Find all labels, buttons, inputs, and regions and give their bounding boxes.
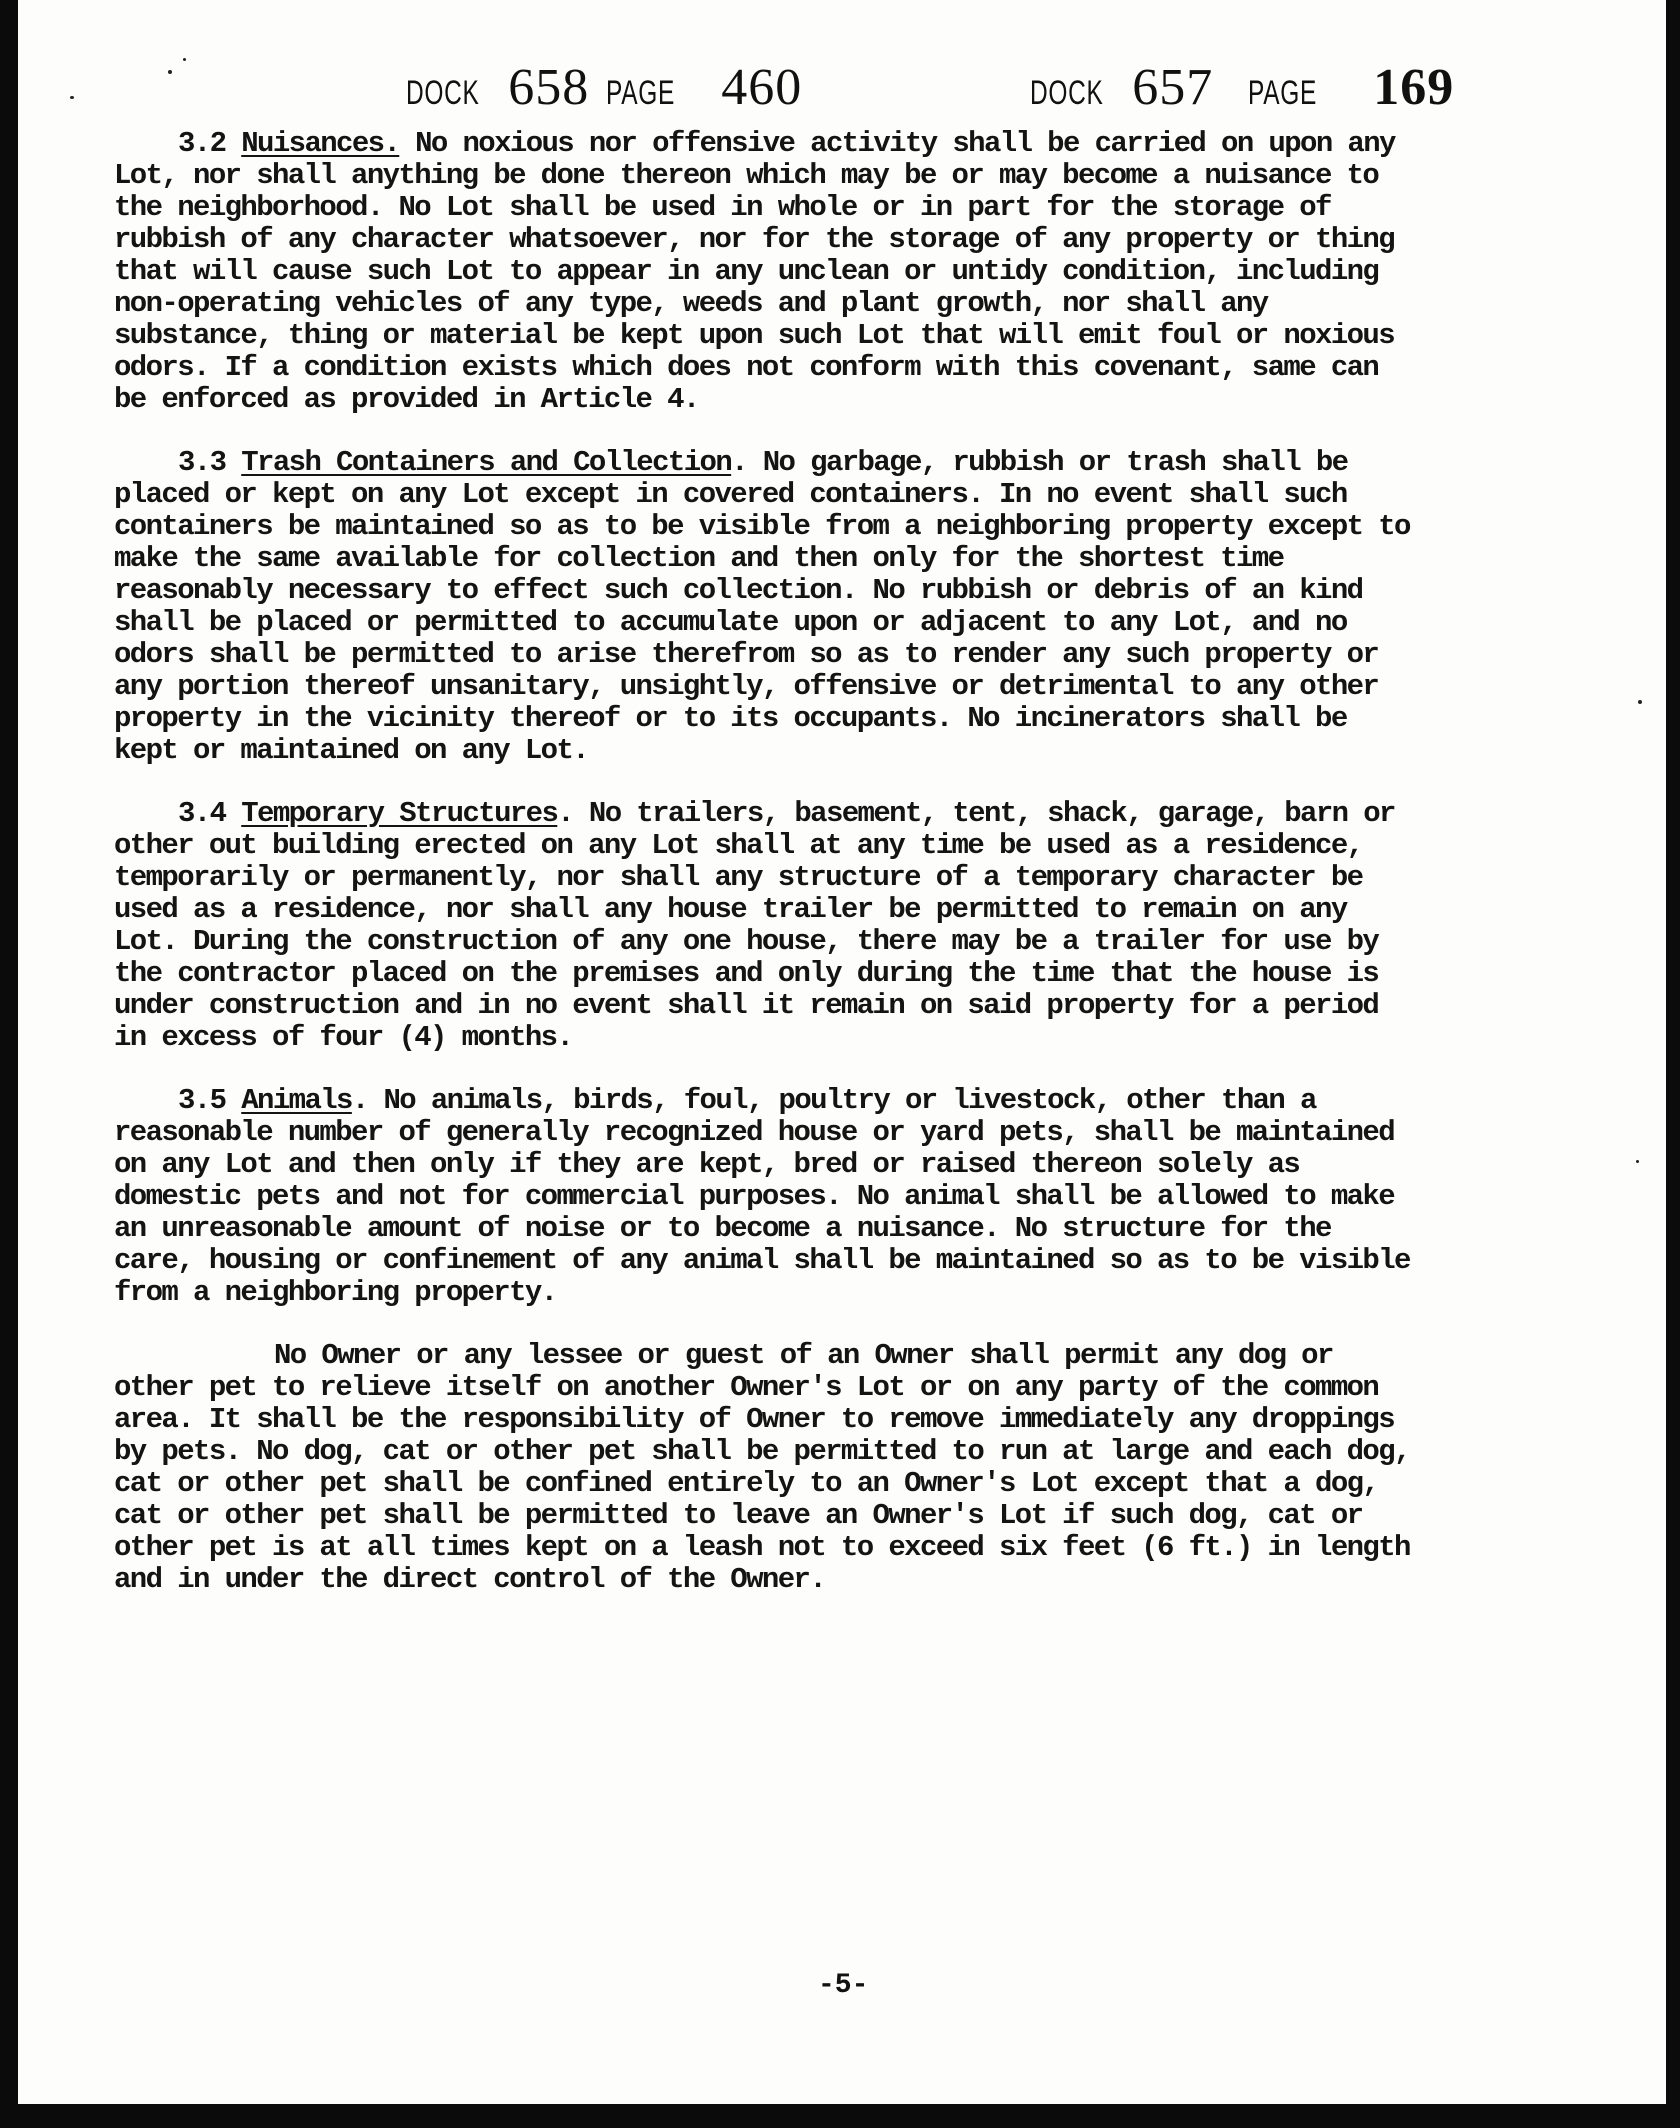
page-number: 460 (721, 59, 803, 116)
section-body: . No animals, birds, foul, poultry or livestock, other than a reasonable number of generally recognized house or yard pets, shall be maintained on any Lot and then only if they are kept, bred or raised thereon solely as domestic pets and not for commercial purposes. No animal shall be allowed to make an unreasonable amount of noise or to become a nuisance. No structure for the care, housing or confinement of any animal shall be maintained so as to be visible from a neighboring property. (114, 1084, 1410, 1309)
section-3-5 (114, 1085, 1414, 1309)
section-number: 3.4 (178, 797, 226, 830)
book-label: DOCK (406, 74, 480, 112)
page-label: PAGE (1248, 74, 1318, 112)
book-number: 657 (1132, 59, 1214, 116)
section-3-2 (114, 128, 1414, 416)
section-body: No noxious nor offensive activity shall be carried on upon any Lot, nor shall anything be done thereon which may be or may become a nuisance to the neighborhood. No Lot shall be used in whole or in part for the storage of rubbish of any character whatsoever, nor for the storage of any property or thing that will cause such Lot to appear in any unclean or untidy condition, including non-operating vehicles of any type, weeds and plant growth, nor shall any substance, thing or material be kept upon such Lot that will emit foul or noxious odors. If a condition exists which does not conform with this covenant, same can be enforced as provided in Article 4. (114, 127, 1395, 416)
book-number: 658 (508, 59, 590, 116)
section-3-3 (114, 447, 1414, 767)
section-number: 3.2 (178, 127, 226, 160)
scan-speck (168, 70, 172, 74)
book-page-stamp-left (406, 58, 802, 117)
section-number: 3.3 (178, 446, 226, 479)
book-label: DOCK (1030, 74, 1104, 112)
scan-border-left (0, 0, 18, 2128)
book-page-stamp-right (1030, 58, 1454, 117)
page-label: PAGE (606, 74, 676, 112)
scan-speck (70, 96, 74, 99)
scan-speck (1638, 700, 1642, 704)
section-3-4 (114, 798, 1414, 1054)
covenant-text (114, 128, 1414, 1627)
scan-border-right (1666, 0, 1680, 2128)
scan-speck (183, 58, 186, 61)
scan-border-bottom (0, 2104, 1680, 2128)
closing-paragraph: No Owner or any lessee or guest of an Owner shall permit any dog or other pet to relieve itself on another Owner's Lot or on any party of the common area. It shall be the responsibility of Owner to remove immediately any droppings by pets. No dog, cat or other pet shall be permitted to run at large and each dog, cat or other pet shall be confined entirely to an Owner's Lot except that a dog, cat or other pet shall be permitted to leave an Owner's Lot if such dog, cat or other pet is at all times kept on a leash not to exceed six feet (6 ft.) in length and in under the direct control of the Owner. (114, 1339, 1410, 1596)
section-body: . No garbage, rubbish or trash shall be placed or kept on any Lot except in covered containers. In no event shall such containers be maintained so as to be visible from a neighboring property except to make the same available for collection and then only for the shortest time reasonably necessary to effect such collection. No rubbish or debris of an kind shall be placed or permitted to accumulate upon or adjacent to any Lot, and no odors shall be permitted to arise therefrom so as to render any such property or any portion thereof unsanitary, unsightly, offensive or detrimental to any other property in the vicinity thereof or to its occupants. No incinerators shall be kept or maintained on any Lot. (114, 446, 1410, 767)
document-page (18, 0, 1666, 2104)
section-heading: Nuisances. (241, 127, 400, 160)
section-number: 3.5 (178, 1084, 226, 1117)
scan-speck (1636, 1160, 1639, 1163)
page-number: 169 (1373, 59, 1455, 116)
page-footer-number: -5- (818, 1970, 869, 2001)
section-heading: Trash Containers and Collection (241, 446, 732, 479)
section-body: . No trailers, basement, tent, shack, garage, barn or other out building erected on any Lot shall at any time be used as a residence, temporarily or permanently, nor shall any structure of a temporary character be used as a residence, nor shall any house trailer be permitted to remain on any Lot. During the construction of any one house, there may be a trailer for use by the contractor placed on the premises and only during the time that the house is under construction and in no event shall it remain on said property for a period in excess of four (4) months. (114, 797, 1395, 1054)
section-heading: Animals (241, 1084, 352, 1117)
section-heading: Temporary Structures (241, 797, 558, 830)
